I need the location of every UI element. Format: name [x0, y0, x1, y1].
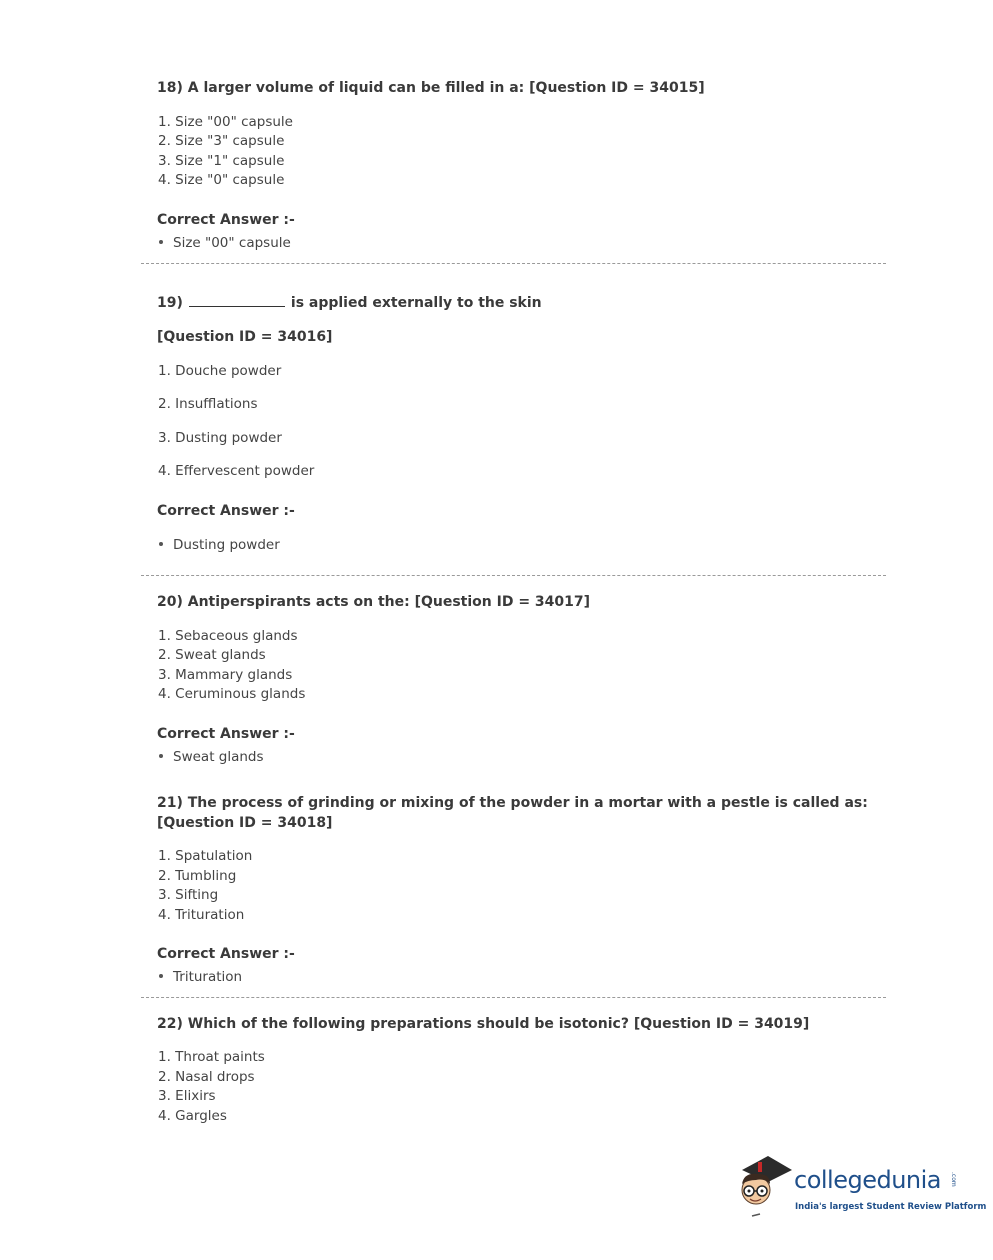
question-18-answer: Size "00" capsule — [157, 235, 291, 251]
question-20-answer-label: Correct Answer :- — [157, 726, 295, 742]
question-19-answer-label: Correct Answer :- — [157, 503, 295, 519]
bullet-icon — [159, 542, 163, 546]
question-22-option-4: 4. Gargles — [158, 1108, 227, 1124]
logo-suffix: .com — [950, 1172, 957, 1187]
question-20-answer: Sweat glands — [157, 749, 264, 765]
question-18-option-3: 3. Size "1" capsule — [158, 153, 285, 169]
question-20-option-4: 4. Ceruminous glands — [158, 686, 306, 702]
question-20-option-3: 3. Mammary glands — [158, 667, 293, 683]
question-18-title: 18) A larger volume of liquid can be filled in a: [Question ID = 34015] — [157, 80, 705, 96]
question-19-option-3: 3. Dusting powder — [158, 430, 282, 446]
question-21-title: 21) The process of grinding or mixing of the powder in a mortar with a pestle is called as: — [157, 795, 868, 811]
question-22-option-2: 2. Nasal drops — [158, 1069, 255, 1085]
divider — [141, 263, 886, 264]
collegedunia-logo[interactable] — [734, 1152, 987, 1222]
question-20-option-2: 2. Sweat glands — [158, 647, 266, 663]
question-19-title: 19) is applied externally to the skin — [157, 295, 542, 311]
question-21-option-3: 3. Sifting — [158, 887, 219, 903]
question-21-option-4: 4. Trituration — [158, 907, 245, 923]
graduate-mascot-icon — [734, 1152, 794, 1222]
question-19-option-2: 2. Insufflations — [158, 396, 258, 412]
bullet-icon — [159, 240, 163, 244]
question-18-option-4: 4. Size "0" capsule — [158, 172, 285, 188]
question-19-option-1: 1. Douche powder — [158, 363, 282, 379]
question-21-answer: Trituration — [157, 969, 242, 985]
bullet-icon — [159, 974, 163, 978]
question-21-id: [Question ID = 34018] — [157, 815, 333, 831]
question-18-option-1: 1. Size "00" capsule — [158, 114, 293, 130]
logo-wordmark: collegedunia — [794, 1166, 942, 1194]
question-20-title: 20) Antiperspirants acts on the: [Question ID = 34017] — [157, 594, 591, 610]
question-22-option-1: 1. Throat paints — [158, 1049, 265, 1065]
question-21-option-2: 2. Tumbling — [158, 868, 237, 884]
question-18-answer-label: Correct Answer :- — [157, 212, 295, 228]
question-21-option-1: 1. Spatulation — [158, 848, 253, 864]
question-22-title: 22) Which of the following preparations should be isotonic? [Question ID = 34019] — [157, 1016, 810, 1032]
question-19-id: [Question ID = 34016] — [157, 329, 333, 345]
logo-tagline: India's largest Student Review Platform — [795, 1202, 987, 1212]
question-19-option-4: 4. Effervescent powder — [158, 463, 315, 479]
bullet-icon — [159, 754, 163, 758]
divider — [141, 575, 886, 576]
divider — [141, 997, 886, 998]
question-20-option-1: 1. Sebaceous glands — [158, 628, 298, 644]
question-18-option-2: 2. Size "3" capsule — [158, 133, 285, 149]
question-21-answer-label: Correct Answer :- — [157, 946, 295, 962]
fill-in-blank — [189, 306, 285, 307]
question-22-option-3: 3. Elixirs — [158, 1088, 216, 1104]
question-19-answer: Dusting powder — [157, 537, 280, 553]
